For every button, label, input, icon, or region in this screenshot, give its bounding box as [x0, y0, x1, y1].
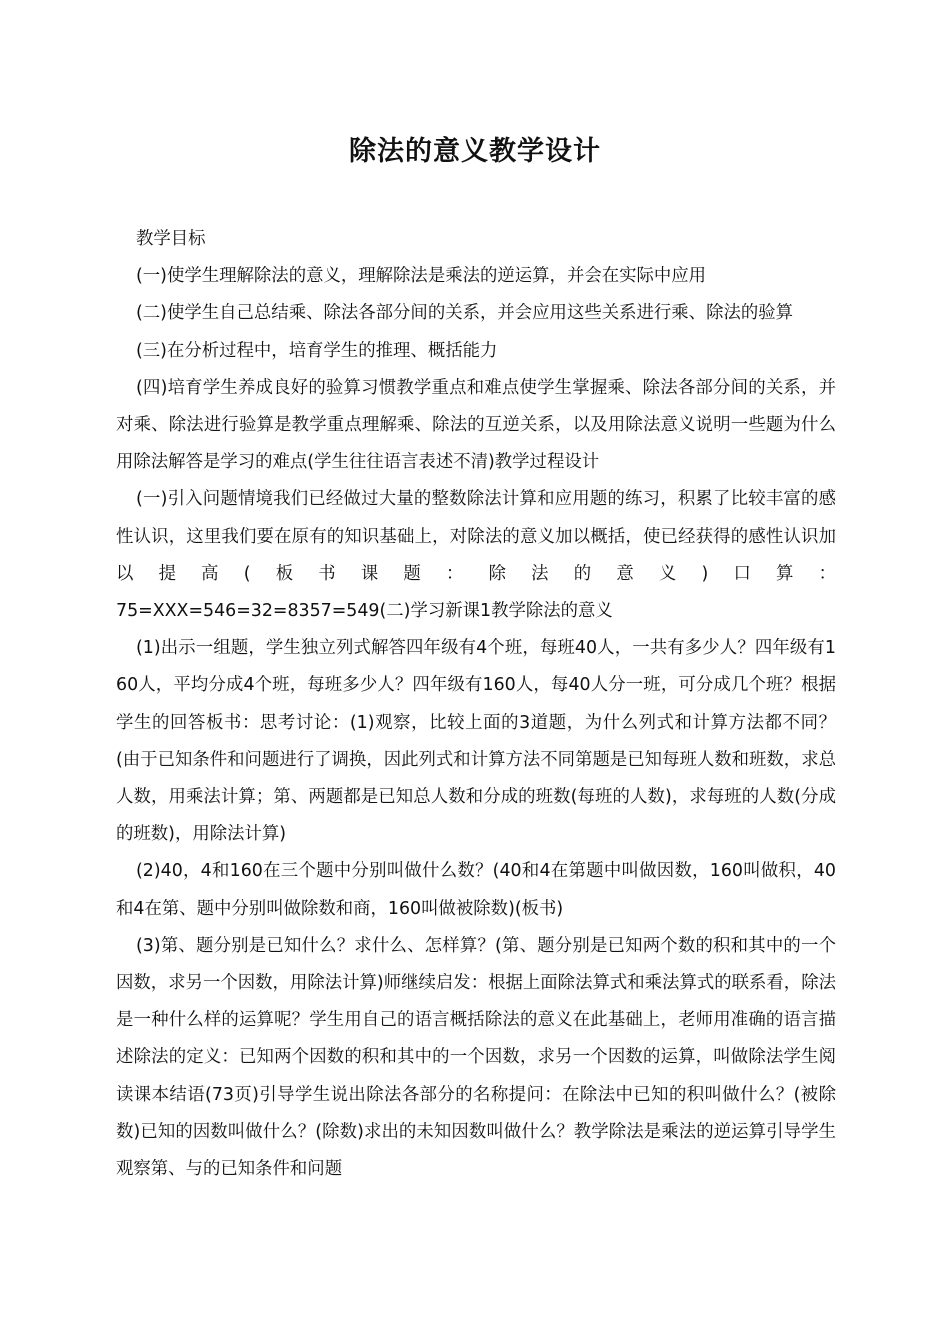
document-body — [116, 221, 836, 1188]
paragraph-objective-2: (二)使学生自己总结乘、除法各部分间的关系，并会应用这些关系进行乘、除法的验算 — [136, 303, 794, 324]
paragraph-step-2: (2)40，4和160在三个题中分别叫做什么数？(40和4在第题中叫做因数，160叫做积，40和4在第、题中分别叫做除数和商，160叫做被除数)(板书) — [116, 861, 836, 919]
paragraph-mental-math: 75=XXX=546=32=8357=549(二)学习新课1教学除法的意义 — [116, 601, 613, 622]
paragraph-objective-3: (三)在分析过程中，培育学生的推理、概括能力 — [136, 340, 498, 361]
paragraph-intro: (一)引入问题情境我们已经做过大量的整数除法计算和应用题的练习，积累了比较丰富的感性认识，这里我们要在原有的知识基础上，对除法的意义加以概括，使已经获得的感性认识加以提高(板书课题：除法的意义)口算： — [116, 489, 836, 584]
paragraph-objective-4: (四)培育学生养成良好的验算习惯教学重点和难点使学生掌握乘、除法各部分间的关系，并对乘、除法进行验算是教学重点理解乘、除法的互逆关系，以及用除法意义说明一些题为什么用除法解答是学习的难点(学生往往语言表述不清)教学过程设计 — [116, 377, 836, 473]
paragraph-objectives-heading: 教学目标 — [136, 229, 206, 249]
paragraph-step-1: (1)出示一组题，学生独立列式解答四年级有4个班，每班40人，一共有多少人？四年级有160人，平均分成4个班，每班多少人？四年级有160人，每40人分一班，可分成几个班？根据学生的回答板书：思考讨论：(1)观察，比较上面的3道题，为什么列式和计算方法都不同？(由于已知条件和问题进行了调换，因此列式和计算方法不同第题是已知每班人数和班数，求总人数，用乘法计算；第、两题都是已知总人数和分成的班数(每班的人数)，求每班的人数(分成的班数)，用除法计算) — [116, 638, 836, 845]
document-title: 除法的意义教学设计 — [349, 136, 601, 167]
paragraph-objective-1: (一)使学生理解除法的意义，理解除法是乘法的逆运算，并会在实际中应用 — [136, 266, 707, 287]
paragraph-step-3: (3)第、题分别是已知什么？求什么、怎样算？(第、题分别是已知两个数的积和其中的一个因数，求另一个因数，用除法计算)师继续启发：根据上面除法算式和乘法算式的联系看，除法是一种什么样的运算呢？学生用自己的语言概括除法的意义在此基础上，老师用准确的语言描述除法的定义：已知两个因数的积和其中的一个因数，求另一个因数的运算，叫做除法学生阅读课本结语(73页)引导学生说出除法各部分的名称提问：在除法中已知的积叫做什么？(被除数)已知的因数叫做什么？(除数)求出的未知因数叫做什么？教学除法是乘法的逆运算引导学生观察第、与的已知条件和问题 — [116, 935, 836, 1180]
